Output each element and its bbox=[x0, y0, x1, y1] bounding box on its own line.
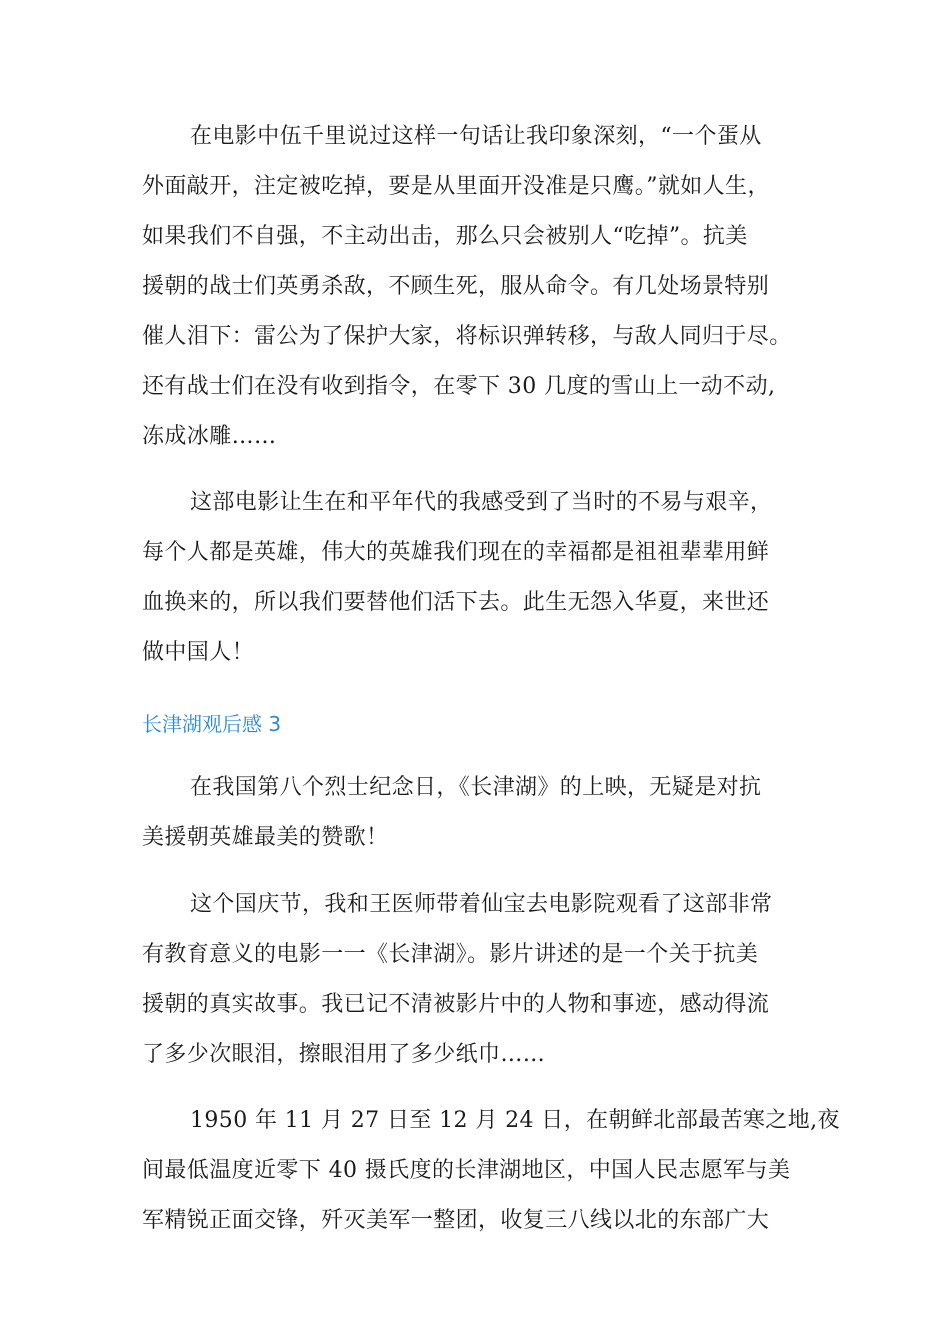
paragraph-line: 在我国第八个烈士纪念日，《长津湖》的上映，无疑是对抗 bbox=[190, 775, 762, 800]
paragraph-line: 援朝的战士们英勇杀敌，不顾生死，服从命令。有几处场景特别 bbox=[142, 274, 770, 299]
section-heading: 长津湖观后感 3 bbox=[142, 712, 282, 736]
paragraph-line: 军精锐正面交锋，歼灭美军一整团，收复三八线以北的东部广大 bbox=[142, 1208, 770, 1233]
paragraph-line: 如果我们不自强，不主动出击，那么只会被别人“吃掉”。抗美 bbox=[142, 224, 748, 249]
paragraph-line: 每个人都是英雄，伟大的英雄我们现在的幸福都是祖祖辈辈用鲜 bbox=[142, 540, 770, 565]
paragraph-line: 做中国人！ bbox=[142, 640, 255, 665]
paragraph-line: 外面敲开，注定被吃掉，要是从里面开没准是只鹰。”就如人生， bbox=[142, 174, 770, 199]
paragraph-line: 1950 年 11 月 27 日至 12 月 24 日，在朝鲜北部最苦寒之地,夜 bbox=[190, 1108, 840, 1133]
paragraph-line: 援朝的真实故事。我已记不清被影片中的人物和事迹，感动得流 bbox=[142, 992, 770, 1017]
paragraph-line: 美援朝英雄最美的赞歌！ bbox=[142, 825, 389, 850]
paragraph-line: 这部电影让生在和平年代的我感受到了当时的不易与艰辛， bbox=[190, 490, 773, 515]
paragraph-line: 冻成冰雕…… bbox=[142, 424, 277, 449]
paragraph-line: 这个国庆节，我和王医师带着仙宝去电影院观看了这部非常 bbox=[190, 892, 773, 917]
paragraph-line: 还有战士们在没有收到指令，在零下 30 几度的雪山上一动不动, bbox=[142, 374, 776, 399]
paragraph-line: 催人泪下：雷公为了保护大家，将标识弹转移，与敌人同归于尽。 bbox=[142, 324, 792, 349]
paragraph-line: 血换来的，所以我们要替他们活下去。此生无怨入华夏，来世还 bbox=[142, 590, 770, 615]
paragraph-line: 了多少次眼泪，擦眼泪用了多少纸巾…… bbox=[142, 1042, 546, 1067]
paragraph-line: 有教育意义的电影一一《长津湖》。影片讲述的是一个关于抗美 bbox=[142, 942, 759, 967]
paragraph-line: 在电影中伍千里说过这样一句话让我印象深刻，“一个蛋从 bbox=[190, 124, 762, 149]
paragraph-line: 间最低温度近零下 40 摄氏度的长津湖地区，中国人民志愿军与美 bbox=[142, 1158, 791, 1183]
